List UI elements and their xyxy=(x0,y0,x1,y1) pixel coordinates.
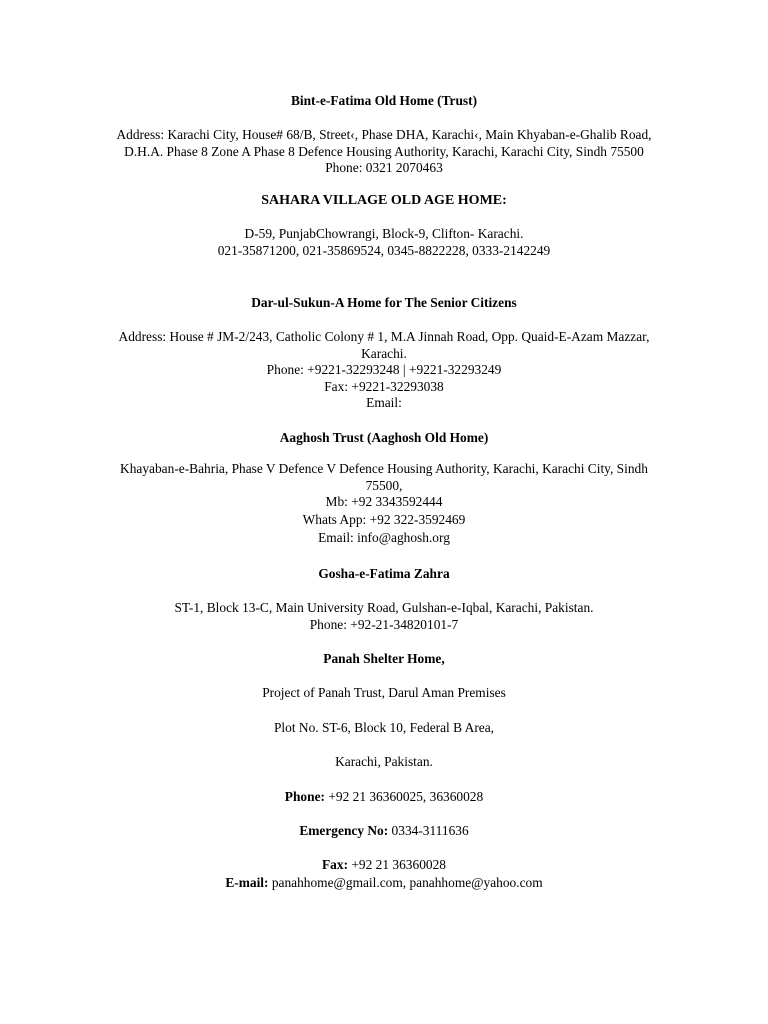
panah-email xyxy=(0,875,768,892)
sahara-phones: 021-35871200, 021-35869524, 0345-8822228, 0333-2142249 xyxy=(217,243,551,258)
sahara-address: D-59, PunjabChowrangi, Block-9, Clifton- Karachi. xyxy=(244,226,524,241)
panah-emergency xyxy=(0,823,768,840)
entry-title-bint-e-fatima: Bint-e-Fatima Old Home (Trust) xyxy=(290,93,478,108)
panah-phone-value: +92 21 36360025, 36360028 xyxy=(324,789,484,804)
panah-emergency-label: Emergency No: xyxy=(299,823,389,838)
entry-title-panah: Panah Shelter Home, xyxy=(323,651,445,666)
bint-e-fatima-address-line1: Address: Karachi City, House# 68/B, Street‹, Phase DHA, Karachi‹, Main Khyaban-e-Ghalib Road, xyxy=(116,127,652,142)
dar-ul-sukun-fax: Fax: +9221-32293038 xyxy=(324,379,444,394)
panah-email-value: panahhome@gmail.com, panahhome@yahoo.com xyxy=(268,875,543,890)
panah-plot: Plot No. ST-6, Block 10, Federal B Area, xyxy=(273,720,495,735)
aaghosh-address: Khayaban-e-Bahria, Phase V Defence V Defence Housing Authority, Karachi, Karachi City, Sindh 75500, xyxy=(120,461,648,493)
panah-project: Project of Panah Trust, Darul Aman Premises xyxy=(262,685,506,700)
gosha-phone: Phone: +92-21-34820101-7 xyxy=(309,617,459,632)
entry-title-sahara: SAHARA VILLAGE OLD AGE HOME: xyxy=(261,193,507,208)
bint-e-fatima-address-line2: D.H.A. Phase 8 Zone A Phase 8 Defence Housing Authority, Karachi, Karachi City, Sindh 75500 xyxy=(124,144,644,159)
aaghosh-mobile: Mb: +92 3343592444 xyxy=(325,494,443,509)
panah-email-label: E-mail: xyxy=(225,875,269,890)
dar-ul-sukun-email: Email: xyxy=(366,395,402,410)
dar-ul-sukun-address: Address: House # JM-2/243, Catholic Colony # 1, M.A Jinnah Road, Opp. Quaid-E-Azam Mazzar, Karachi. xyxy=(118,329,650,361)
entry-title-aaghosh: Aaghosh Trust (Aaghosh Old Home) xyxy=(279,430,489,445)
entry-title-gosha-e-fatima-zahra: Gosha-e-Fatima Zahra xyxy=(318,566,450,581)
panah-fax-value: +92 21 36360028 xyxy=(348,857,446,872)
panah-city: Karachi, Pakistan. xyxy=(335,754,433,769)
panah-emergency-value: 0334-3111636 xyxy=(388,823,469,838)
panah-fax xyxy=(0,857,768,874)
bint-e-fatima-phone: Phone: 0321 2070463 xyxy=(325,160,443,175)
panah-phone xyxy=(0,789,768,806)
dar-ul-sukun-phone: Phone: +9221-32293248 | +9221-32293249 xyxy=(266,362,502,377)
aaghosh-email: Email: info@aghosh.org xyxy=(318,530,450,545)
panah-phone-label: Phone: xyxy=(284,789,325,804)
aaghosh-whatsapp: Whats App: +92 322-3592469 xyxy=(302,512,466,527)
entry-title-dar-ul-sukun: Dar-ul-Sukun-A Home for The Senior Citizens xyxy=(251,295,517,310)
gosha-address: ST-1, Block 13-C, Main University Road, Gulshan-e-Iqbal, Karachi, Pakistan. xyxy=(174,600,594,615)
panah-fax-label: Fax: xyxy=(322,857,349,872)
